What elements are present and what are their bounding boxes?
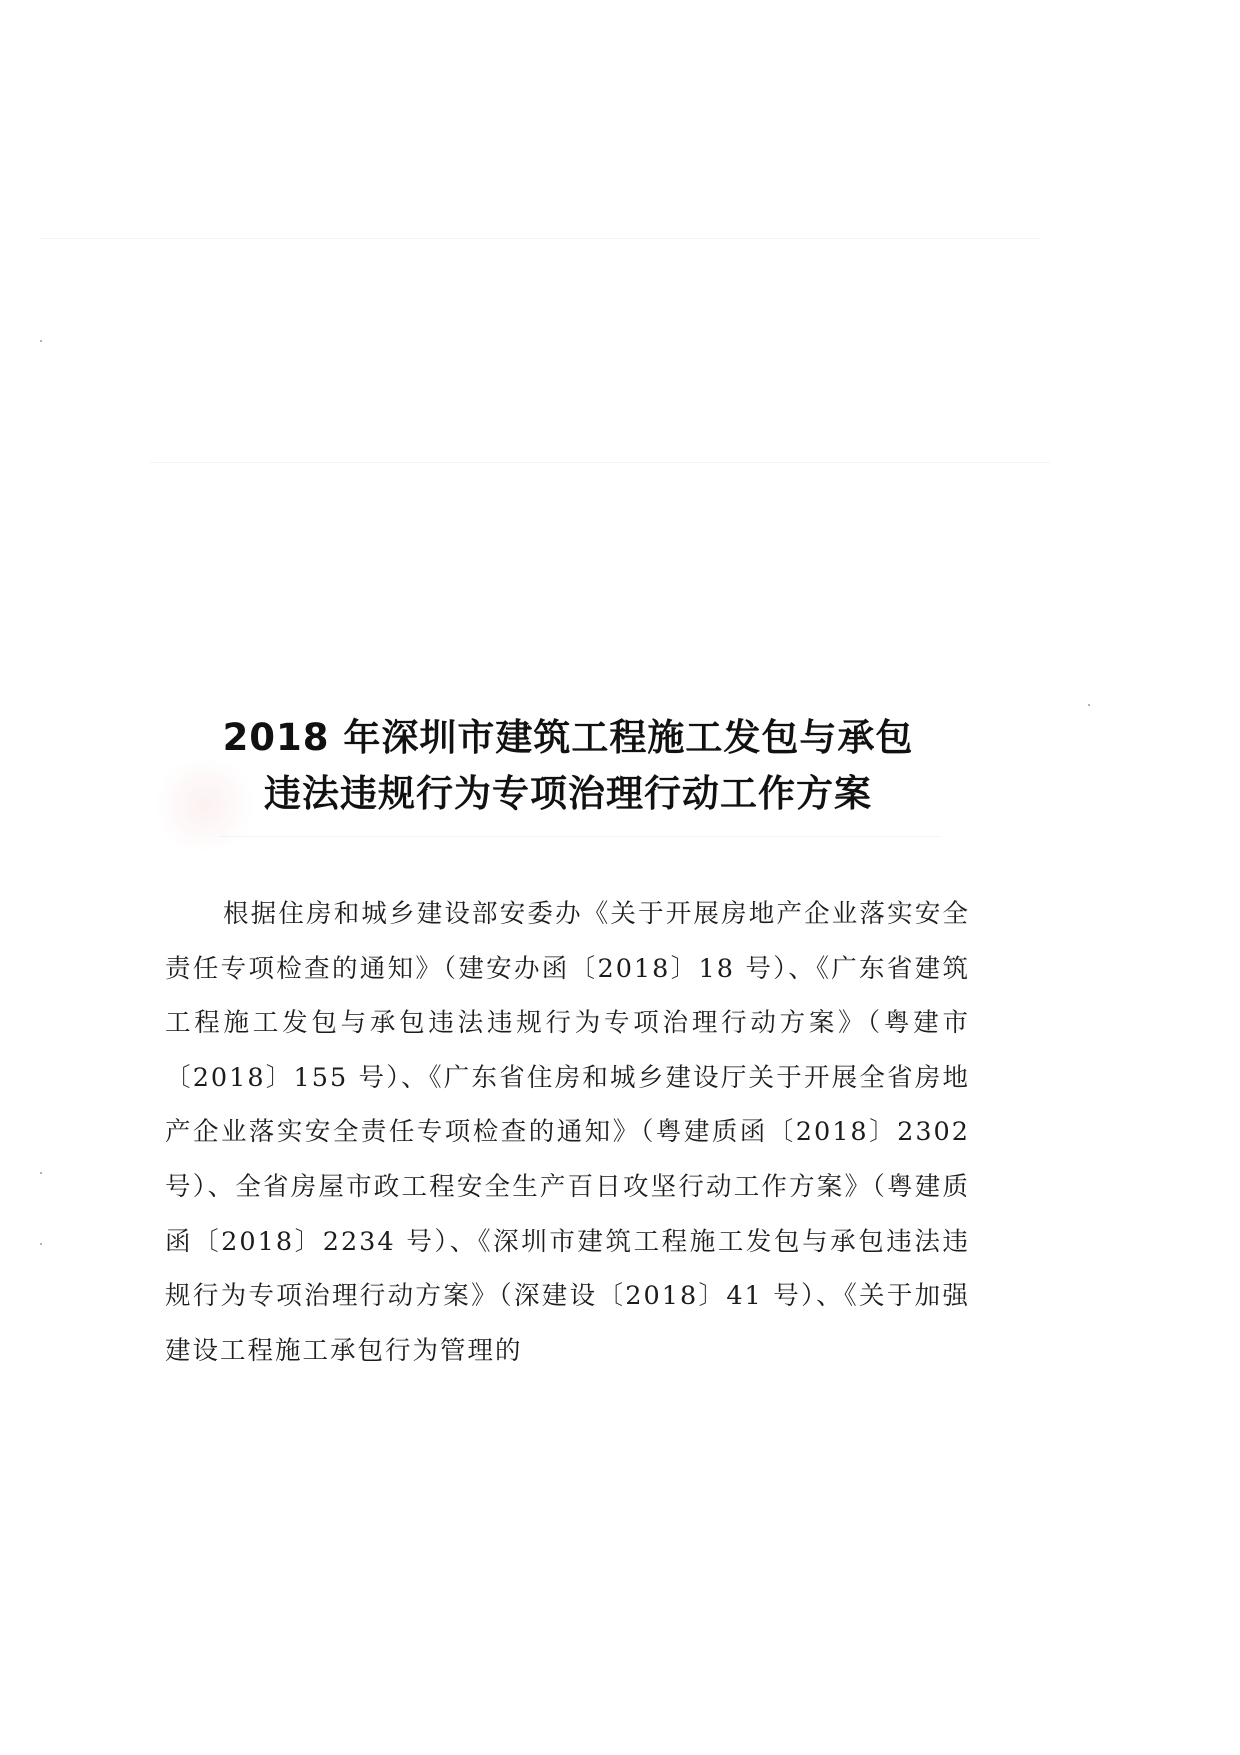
scan-artifact-line	[150, 462, 1050, 463]
scan-artifact-line	[40, 238, 1040, 239]
scan-artifact-line	[220, 836, 940, 837]
scan-speck	[40, 340, 42, 342]
document-title-line-1: 2018 年深圳市建筑工程施工发包与承包	[222, 716, 914, 759]
scan-speck	[40, 1172, 42, 1174]
body-paragraph: 根据住房和城乡建设部安委办《关于开展房地产企业落实安全责任专项检查的通知》（建安办函〔2018〕18 号）、《广东省建筑工程施工发包与承包违法违规行为专项治理行动方案》（粤建市〔2018〕155 号）、《广东省住房和城乡建设厅关于开展全省房地产企业落实安全责任专项检查的通知》（粤建质函〔2018〕2302 号）、全省房屋市政工程安全生产百日攻坚行动工作方案》（粤建质函〔2018〕2234 号）、《深圳市建筑工程施工发包与承包违法违规行为专项治理行动方案》（深建设〔2018〕41 号）、《关于加强建设工程施工承包行为管理的	[165, 899, 970, 1366]
scan-speck	[1088, 704, 1090, 706]
document-title-line-2: 违法违规行为专项治理行动工作方案	[264, 772, 872, 815]
scan-speck	[40, 1243, 42, 1245]
